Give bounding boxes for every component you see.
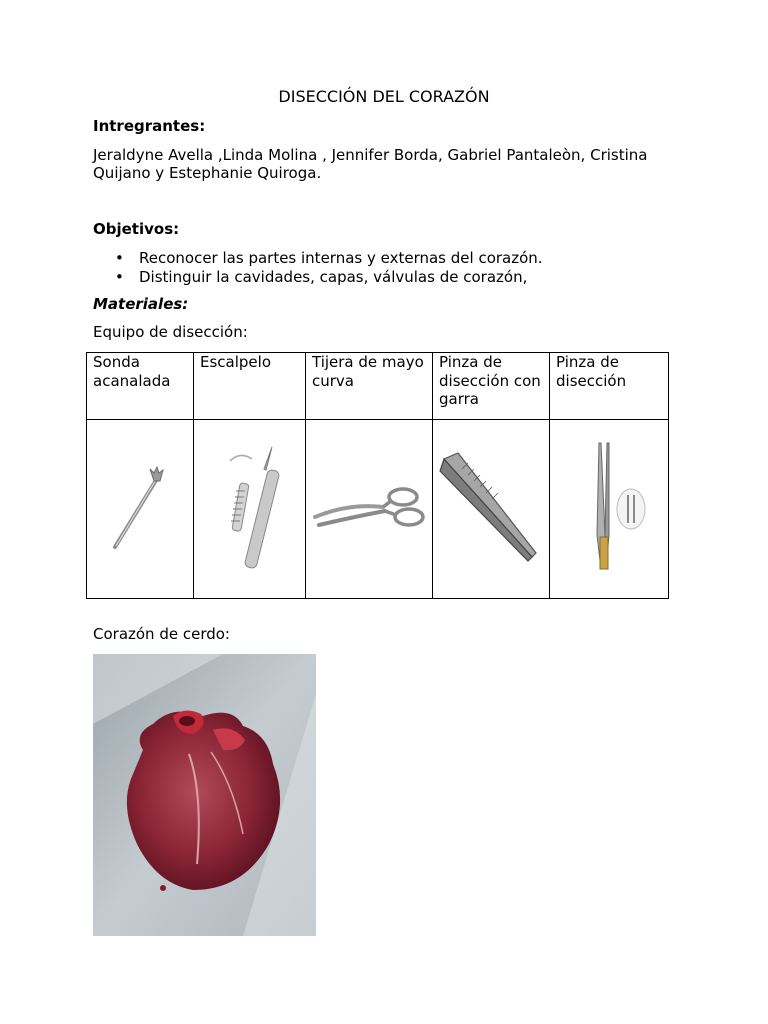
dissection-forceps-icon bbox=[559, 439, 659, 579]
objectives-label: Objetivos: bbox=[93, 220, 180, 238]
document-title: DISECCIÓN DEL CORAZÓN bbox=[278, 87, 490, 106]
heart-label: Corazón de cerdo: bbox=[93, 625, 230, 643]
toothed-forceps-icon bbox=[436, 449, 546, 569]
pig-heart-photo bbox=[93, 654, 316, 936]
members-label: Intregrantes: bbox=[93, 117, 206, 135]
tool-name-cell: Pinza de disección con garra bbox=[433, 353, 550, 420]
curved-mayo-scissors-icon bbox=[309, 469, 429, 549]
tools-header-row bbox=[87, 353, 669, 420]
tool-name-cell: Escalpelo bbox=[194, 353, 306, 420]
tools-table bbox=[86, 352, 669, 599]
tool-name-cell: Tijera de mayo curva bbox=[306, 353, 433, 420]
tools-image-row bbox=[87, 420, 669, 599]
members-text: Jeraldyne Avella ,Linda Molina , Jennifer Borda, Gabriel Pantaleòn, Cristina Quijano y Estephanie Quiroga. bbox=[93, 146, 648, 182]
tool-name-cell: Sonda acanalada bbox=[87, 353, 194, 420]
tool-name-cell: Pinza de disección bbox=[550, 353, 669, 420]
grooved-probe-icon bbox=[90, 459, 190, 559]
scalpel-icon bbox=[200, 439, 300, 579]
objective-item: • Reconocer las partes internas y externas del corazón. bbox=[93, 249, 543, 268]
materials-label: Materiales: bbox=[93, 295, 189, 313]
objective-item: • Distinguir la cavidades, capas, válvulas de corazón, bbox=[93, 268, 543, 287]
objectives-list bbox=[93, 249, 543, 287]
equipment-label: Equipo de disección: bbox=[93, 323, 248, 341]
